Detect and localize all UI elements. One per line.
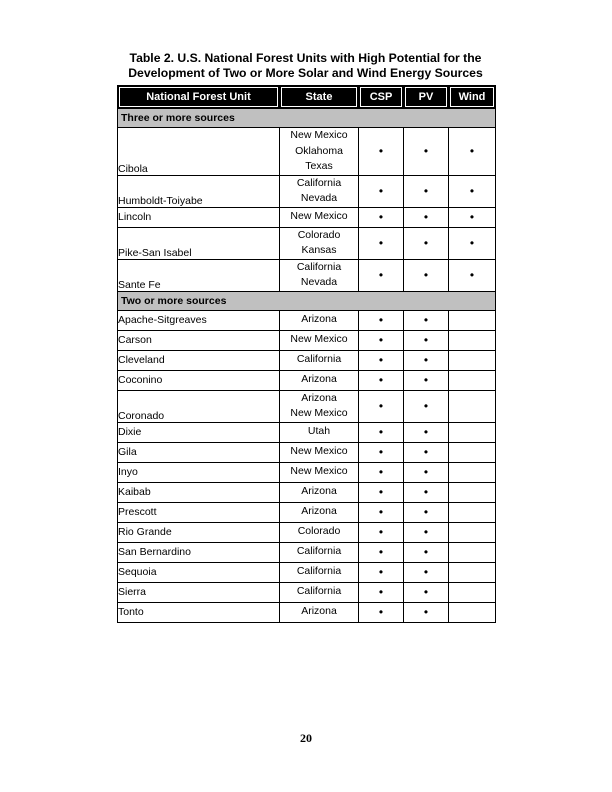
wind-mark — [449, 602, 496, 622]
table-title — [117, 51, 494, 80]
csp-mark: • — [359, 390, 404, 422]
header-pv: PV — [404, 86, 449, 109]
forest-unit-name: Prescott — [118, 502, 280, 522]
pv-mark: • — [404, 502, 449, 522]
state-cell — [280, 462, 359, 482]
wind-mark: • — [449, 227, 496, 259]
wind-mark — [449, 522, 496, 542]
table-row — [118, 310, 496, 330]
pv-mark: • — [404, 562, 449, 582]
state-name: California — [296, 260, 342, 273]
state-cell — [280, 482, 359, 502]
table-row — [118, 482, 496, 502]
forest-unit-name: Coronado — [118, 390, 280, 422]
state-name: Arizona — [301, 505, 337, 518]
forest-unit-name: Kaibab — [118, 482, 280, 502]
table-row — [118, 602, 496, 622]
state-name: New Mexico — [290, 333, 348, 346]
forest-unit-name: Carson — [118, 330, 280, 350]
state-cell — [280, 502, 359, 522]
pv-mark: • — [404, 582, 449, 602]
forest-unit-name: Humboldt-Toiyabe — [118, 175, 280, 207]
table-row — [118, 175, 496, 207]
forest-unit-name: Lincoln — [118, 207, 280, 227]
state-name: New Mexico — [290, 210, 348, 223]
csp-mark: • — [359, 370, 404, 390]
table-row — [118, 259, 496, 291]
wind-mark — [449, 502, 496, 522]
state-cell — [280, 227, 359, 259]
forest-unit-name: San Bernardino — [118, 542, 280, 562]
wind-mark: • — [449, 259, 496, 291]
csp-mark: • — [359, 259, 404, 291]
table-row — [118, 522, 496, 542]
pv-mark: • — [404, 422, 449, 442]
state-cell — [280, 602, 359, 622]
pv-mark: • — [404, 310, 449, 330]
pv-mark: • — [404, 350, 449, 370]
wind-mark — [449, 442, 496, 462]
section-row — [118, 291, 496, 310]
table-row — [118, 128, 496, 176]
state-name: Texas — [305, 160, 333, 172]
state-name: Nevada — [300, 276, 338, 288]
table-row — [118, 370, 496, 390]
pv-mark: • — [404, 602, 449, 622]
forest-unit-name: Sequoia — [118, 562, 280, 582]
table-header-row — [118, 86, 496, 109]
csp-mark: • — [359, 582, 404, 602]
csp-mark: • — [359, 350, 404, 370]
pv-mark: • — [404, 370, 449, 390]
state-name: Utah — [307, 425, 331, 438]
forest-unit-name: Dixie — [118, 422, 280, 442]
state-name: California — [296, 353, 342, 366]
wind-mark — [449, 542, 496, 562]
csp-mark: • — [359, 310, 404, 330]
forest-unit-name: Pike-San Isabel — [118, 227, 280, 259]
pv-mark: • — [404, 227, 449, 259]
state-cell — [280, 542, 359, 562]
state-name: Arizona — [301, 373, 337, 386]
csp-mark: • — [359, 562, 404, 582]
forest-unit-name: Tonto — [118, 602, 280, 622]
csp-mark: • — [359, 502, 404, 522]
state-cell — [280, 330, 359, 350]
csp-mark: • — [359, 442, 404, 462]
forest-unit-name: Rio Grande — [118, 522, 280, 542]
csp-mark: • — [359, 128, 404, 176]
table-row — [118, 422, 496, 442]
state-name: Arizona — [301, 313, 337, 326]
wind-mark — [449, 422, 496, 442]
state-name: Arizona — [301, 391, 337, 404]
state-cell — [280, 522, 359, 542]
wind-mark — [449, 330, 496, 350]
page-number: 20 — [300, 731, 312, 745]
state-cell — [280, 175, 359, 207]
pv-mark: • — [404, 259, 449, 291]
state-name: Colorado — [297, 525, 341, 538]
wind-mark — [449, 310, 496, 330]
forest-unit-name: Coconino — [118, 370, 280, 390]
wind-mark: • — [449, 207, 496, 227]
state-name: New Mexico — [290, 445, 348, 458]
state-cell — [280, 562, 359, 582]
state-cell — [280, 310, 359, 330]
table-row — [118, 330, 496, 350]
header-csp: CSP — [359, 86, 404, 109]
csp-mark: • — [359, 207, 404, 227]
csp-mark: • — [359, 482, 404, 502]
table-row — [118, 582, 496, 602]
csp-mark: • — [359, 462, 404, 482]
state-name: Colorado — [297, 228, 341, 241]
table-title-line-2: Development of Two or More Solar and Wind Energy Sources — [128, 65, 483, 80]
state-name: Oklahoma — [295, 144, 343, 157]
wind-mark: • — [449, 128, 496, 176]
state-cell — [280, 207, 359, 227]
state-name: Arizona — [301, 605, 337, 618]
table-row — [118, 207, 496, 227]
csp-mark: • — [359, 422, 404, 442]
state-cell — [280, 442, 359, 462]
state-name: New Mexico — [290, 407, 348, 419]
state-name: New Mexico — [290, 129, 348, 141]
forest-unit-name: Sierra — [118, 582, 280, 602]
state-name: Kansas — [301, 244, 337, 256]
state-cell — [280, 582, 359, 602]
state-name: Arizona — [301, 485, 337, 498]
section-row — [118, 109, 496, 128]
wind-mark — [449, 562, 496, 582]
state-cell — [280, 259, 359, 291]
csp-mark: • — [359, 542, 404, 562]
pv-mark: • — [404, 542, 449, 562]
wind-mark — [449, 390, 496, 422]
csp-mark: • — [359, 330, 404, 350]
state-cell — [280, 128, 359, 176]
table-title-line-1: Table 2. U.S. National Forest Units with High Potential for the — [129, 51, 482, 65]
wind-mark: • — [449, 175, 496, 207]
pv-mark: • — [404, 442, 449, 462]
table-row — [118, 390, 496, 422]
section-label: Two or more sources — [118, 291, 496, 310]
csp-mark: • — [359, 227, 404, 259]
table-body — [118, 109, 496, 623]
table-row — [118, 462, 496, 482]
pv-mark: • — [404, 522, 449, 542]
csp-mark: • — [359, 522, 404, 542]
state-cell — [280, 370, 359, 390]
table-row — [118, 442, 496, 462]
forest-unit-name: Sante Fe — [118, 259, 280, 291]
pv-mark: • — [404, 128, 449, 176]
forest-unit-name: Cleveland — [118, 350, 280, 370]
table-row — [118, 350, 496, 370]
wind-mark — [449, 462, 496, 482]
state-name: California — [296, 545, 342, 558]
forest-unit-name: Cibola — [118, 128, 280, 176]
pv-mark: • — [404, 462, 449, 482]
wind-mark — [449, 582, 496, 602]
csp-mark: • — [359, 175, 404, 207]
pv-mark: • — [404, 390, 449, 422]
forest-unit-name: Inyo — [118, 462, 280, 482]
pv-mark: • — [404, 207, 449, 227]
forest-units-table — [117, 85, 496, 623]
state-name: California — [296, 585, 342, 598]
pv-mark: • — [404, 175, 449, 207]
state-cell — [280, 422, 359, 442]
table-row — [118, 502, 496, 522]
forest-unit-name: Gila — [118, 442, 280, 462]
state-name: California — [296, 176, 342, 189]
state-name: Nevada — [300, 192, 338, 204]
table-row — [118, 562, 496, 582]
table-row — [118, 227, 496, 259]
pv-mark: • — [404, 482, 449, 502]
csp-mark: • — [359, 602, 404, 622]
table-row — [118, 542, 496, 562]
header-state: State — [280, 86, 359, 109]
section-label: Three or more sources — [118, 109, 496, 128]
state-cell — [280, 350, 359, 370]
state-name: California — [296, 565, 342, 578]
state-name: New Mexico — [290, 465, 348, 478]
wind-mark — [449, 370, 496, 390]
wind-mark — [449, 350, 496, 370]
header-wind: Wind — [449, 86, 496, 109]
pv-mark: • — [404, 330, 449, 350]
wind-mark — [449, 482, 496, 502]
forest-unit-name: Apache-Sitgreaves — [118, 310, 280, 330]
state-cell — [280, 390, 359, 422]
header-unit: National Forest Unit — [118, 86, 280, 109]
